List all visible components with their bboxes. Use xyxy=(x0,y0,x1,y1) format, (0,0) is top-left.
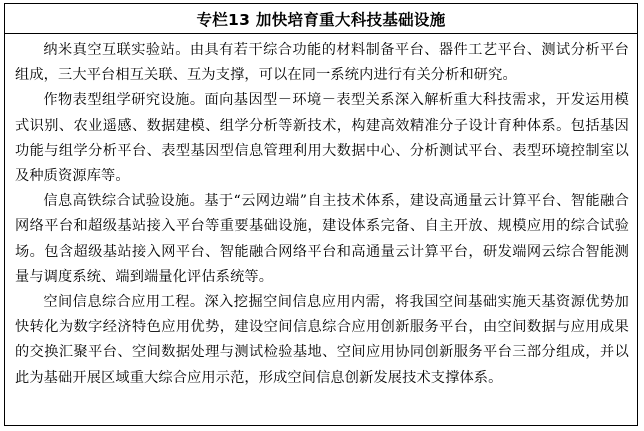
infobox xyxy=(4,3,638,426)
paragraph-nano-vacuum: 纳米真空互联实验站。由具有若干综合功能的材料制备平台、器件工艺平台、测试分析平台组成，三大平台相互关联、互为支撑，可以在同一系统内进行有关分析和研究。 xyxy=(15,42,629,84)
infobox-content xyxy=(5,34,637,391)
paragraph-space-info: 空间信息综合应用工程。深入挖掘空间信息应用内需，将我国空间基础实施天基资源优势加快转化为数字经济特色应用优势，建设空间信息综合应用创新服务平台，由空间数据与应用成果的交换汇聚平台、空间数据处理与测试检验基地、空间应用协同创新服务平台三部分组成，并以此为基础开展区域重大综合应用示范，形成空间信息创新发展技术支撑体系。 xyxy=(15,294,629,386)
paragraph-info-rail: 信息高铁综合试验设施。基于“云网边端”自主技术体系，建设高通量云计算平台、智能融合网络平台和超级基站接入平台等重要基础设施，建设体系完备、自主开放、规模应用的综合试验场。包含超级基站接入网平台、智能融合网络平台和高通量云计算平台，研发端网云综合智能测量与调度系统、端到端量化评估系统等。 xyxy=(15,193,629,285)
infobox-title: 专栏13 加快培育重大科技基础设施 xyxy=(5,4,637,34)
paragraph-crop-phenomics: 作物表型组学研究设施。面向基因型－环境－表型关系深入解析重大科技需求，开发运用模式识别、农业遥感、数据建模、组学分析等新技术，构建高效精准分子设计育种体系。包括基因功能与组学分析平台、表型基因型信息管理利用大数据中心、分析测试平台、表型环境控制室以及种质资源库等。 xyxy=(15,92,629,185)
